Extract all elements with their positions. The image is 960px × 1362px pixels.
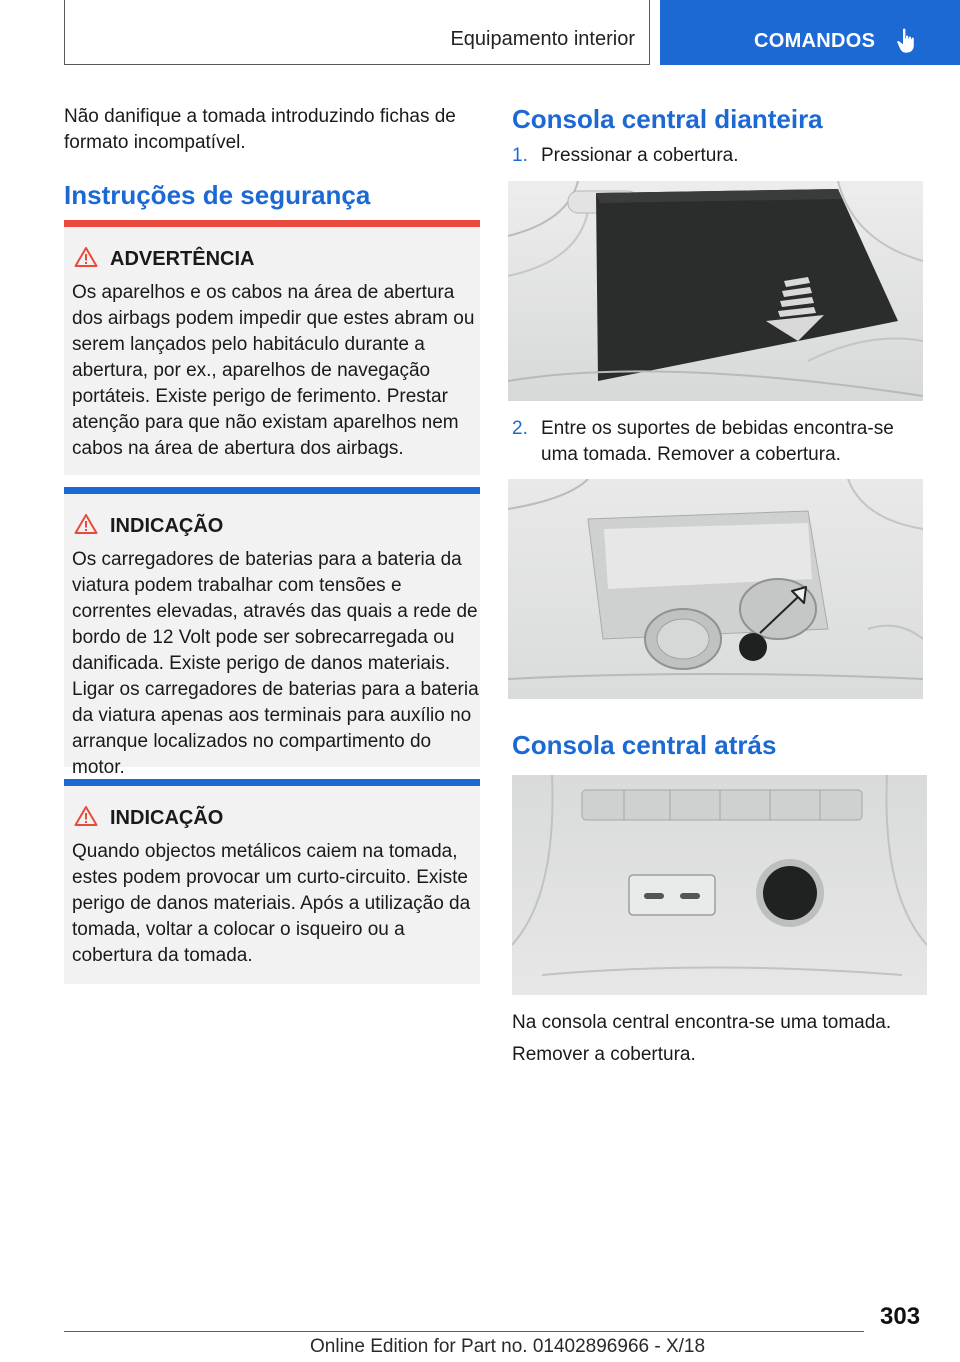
warning-title: ADVERTÊNCIA — [110, 248, 255, 270]
warning-triangle-icon — [74, 513, 98, 535]
cup-holder-socket-photo — [508, 479, 923, 699]
step-text: Pressionar a cobertura. — [541, 145, 739, 166]
warning-triangle-icon — [74, 805, 98, 827]
safety-heading: Instruções de segurança — [64, 180, 371, 210]
footer-divider — [64, 1331, 864, 1332]
warning-box — [64, 220, 480, 475]
header-section-tab — [64, 0, 650, 65]
notice-bar — [64, 487, 480, 494]
notice-text: Quando objectos metálicos caiem na tomada, estes podem provocar um curto-circuito. Existe perigo de danos materiais. Após a utilização da tomada, voltar a colocar o isqueiro ou a cobertura da tomada. — [72, 841, 471, 966]
rear-console-socket-photo — [512, 775, 927, 995]
warning-triangle-icon — [74, 246, 98, 268]
rear-console-instruction: Remover a cobertura. — [512, 1044, 696, 1065]
rear-console-text: Na consola central encontra-se uma tomada. — [512, 1012, 892, 1033]
header-chapter-title: COMANDOS — [754, 30, 876, 52]
step-number: 1. — [512, 145, 528, 166]
notice-title: INDICAÇÃO — [110, 807, 224, 829]
footer-edition: Online Edition for Part no. 01402896966 - X/18 — [310, 1336, 706, 1357]
hand-pointer-icon — [896, 27, 920, 55]
notice-box — [64, 779, 480, 984]
notice-box — [64, 487, 480, 778]
front-console-cover-photo — [508, 181, 923, 401]
notice-text: Os carregadores de baterias para a bateria da viatura podem trabalhar com tensões e correntes elevadas, através das quais a rede de bordo de 12 Volt pode ser sobrecarregada ou danificada. Existe perigo de danos materiais. Ligar os carregadores de baterias para a bateria da viatura apenas aos terminais para auxílio no arranque localizados no compartimento do motor. — [72, 549, 479, 778]
intro-paragraph: Não danifique a tomada introduzindo fichas de formato incompatível. — [64, 106, 456, 153]
step-number: 2. — [512, 418, 528, 439]
notice-bar — [64, 779, 480, 786]
rear-console-heading: Consola central atrás — [512, 730, 777, 760]
header-section-title: Equipamento interior — [450, 28, 635, 50]
warning-text: Os aparelhos e os cabos na área de abertura dos airbags podem impedir que estes abram ou serem lançados pelo habitáculo durante a abertura, por ex., aparelhos de navegação portáteis. Existe perigo de ferimento. Prestar atenção para que não existam aparelhos nem cabos na área de abertura dos airbags. — [72, 282, 475, 459]
front-console-heading: Consola central dianteira — [512, 104, 823, 134]
notice-title: INDICAÇÃO — [110, 515, 224, 537]
step-text: Entre os suportes de bebidas encontra-se uma tomada. Remover a cobertura. — [541, 418, 894, 465]
page-number: 303 — [880, 1303, 921, 1330]
header-chapter-tab — [660, 0, 960, 65]
warning-bar — [64, 220, 480, 227]
